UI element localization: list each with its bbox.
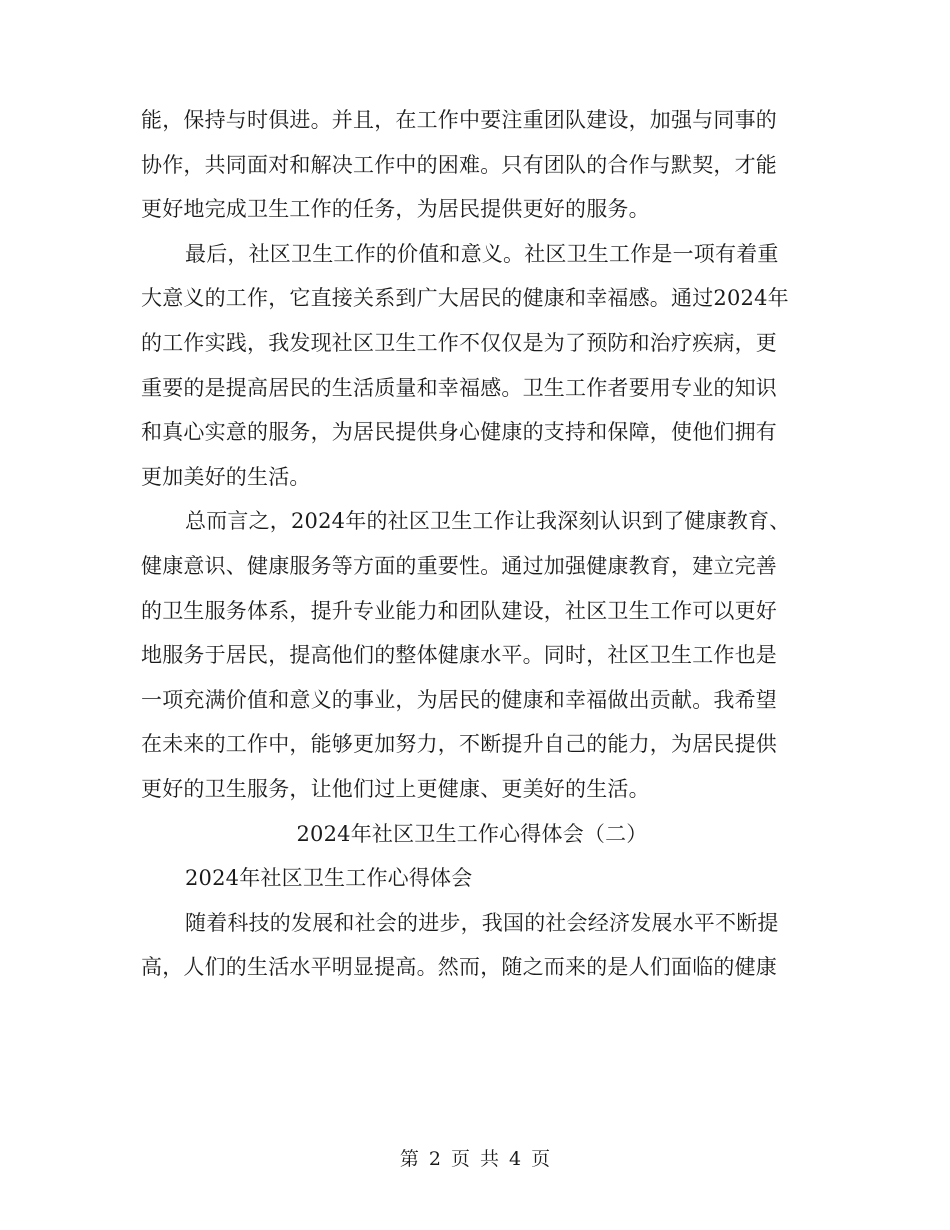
paragraph-first-line: 随着科技的发展和社会的进步，我国的社会经济发展水平不断提 [185,910,779,935]
section-heading: 2024年社区卫生工作心得体会（二） [296,821,648,846]
text-line: 更好地完成卫生工作的任务，为居民提供更好的服务。 [141,197,650,222]
text-line: 的卫生服务体系，提升专业能力和团队建设，社区卫生工作可以更好 [141,598,777,623]
text-line: 协作，共同面对和解决工作中的困难。只有团队的合作与默契，才能 [141,152,777,177]
paragraph-first-line: 最后，社区卫生工作的价值和意义。社区卫生工作是一项有着重 [185,241,779,266]
page-number-footer: 第 2 页 共 4 页 [399,1148,551,1170]
text-line: 能，保持与时俱进。并且，在工作中要注重团队建设，加强与同事的 [141,108,777,132]
text-line: 的工作实践，我发现社区卫生工作不仅仅是为了预防和治疗疾病，更 [141,330,777,355]
text-line: 大意义的工作，它直接关系到广大居民的健康和幸福感。通过2024年 [141,286,789,311]
text-line: 更好的卫生服务，让他们过上更健康、更美好的生活。 [141,776,650,801]
text-line: 健康意识、健康服务等方面的重要性。通过加强健康教育，建立完善 [141,553,777,578]
paragraph-first-line: 总而言之，2024年的社区卫生工作让我深刻认识到了健康教育、 [185,509,791,534]
section-subtitle: 2024年社区卫生工作心得体会 [185,866,473,891]
text-line: 地服务于居民，提高他们的整体健康水平。同时，社区卫生工作也是 [141,643,777,668]
document-body [141,98,803,990]
text-line: 在未来的工作中，能够更加努力，不断提升自己的能力，为居民提供 [141,732,777,757]
text-line: 和真心实意的服务，为居民提供身心健康的支持和保障，使他们拥有 [141,420,777,445]
text-line: 重要的是提高居民的生活质量和幸福感。卫生工作者要用专业的知识 [141,375,777,400]
text-line: 高，人们的生活水平明显提高。然而，随之而来的是人们面临的健康 [141,955,777,980]
text-line: 一项充满价值和意义的事业，为居民的健康和幸福做出贡献。我希望 [141,687,777,712]
text-line: 更加美好的生活。 [141,464,311,489]
